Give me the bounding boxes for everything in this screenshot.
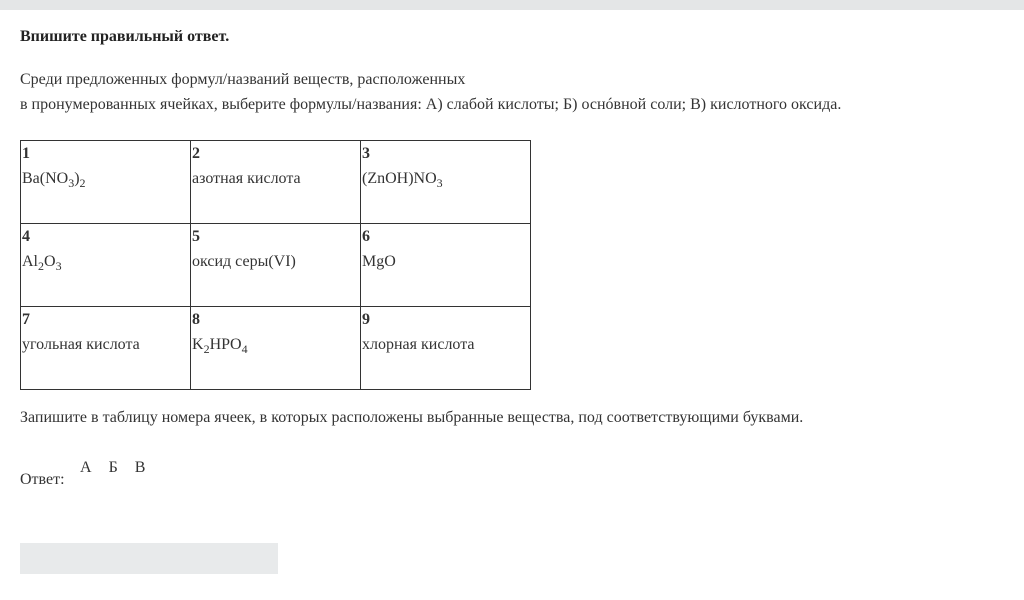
answer-input[interactable] [20,543,278,574]
subscript: 2 [38,259,44,273]
cell-substance: оксид серы(VI) [192,253,296,270]
cell-5 [191,224,361,307]
cell-substance: азотная кислота [192,170,301,187]
cell-2 [191,141,361,224]
cell-8 [191,307,361,390]
cell-1 [21,141,191,224]
answer-letters [80,459,145,477]
cell-substance: угольная кислота [22,336,140,353]
top-bar [0,0,1024,10]
answer-instruction: Запишите в таблицу номера ячеек, в которых расположены выбранные вещества, под соответствующими буквами. [20,409,804,426]
question-line-2: в пронумерованных ячейках, выберите формулы/названия: А) слабой кислоты; Б) оснóвной соли; В) кислотного оксида. [20,96,842,113]
cell-substance: $Ba(NO_3)_2$ [22,170,86,190]
cell-number: 2 [192,145,200,162]
subscript: 3 [55,259,62,273]
cell-substance: $K_2HPO_4$ [192,336,248,356]
cell-number: 7 [22,311,30,328]
cell-substance: $Al_2O_3$ [22,253,62,273]
subscript: 2 [79,176,86,190]
cell-number: 3 [362,145,370,162]
letter-a: А [80,459,92,476]
letter-v: В [134,459,146,476]
question-line-1: Среди предложенных формул/названий веществ, расположенных [20,71,466,88]
cell-number: 1 [22,145,30,162]
cell-number: 4 [22,228,30,245]
subscript: 4 [241,342,248,356]
answer-label: Ответ: [20,471,65,488]
cell-number: 8 [192,311,200,328]
cell-3 [361,141,531,224]
letter-b: Б [108,459,118,476]
cell-substance: $(ZnOH)NO_3$ [362,170,443,190]
cell-substance: MgO [362,253,396,270]
substances-table [20,140,531,390]
cell-7 [21,307,191,390]
cell-9 [361,307,531,390]
cell-number: 5 [192,228,200,245]
instruction-title: Впишите правильный ответ. [20,28,230,45]
question-text [20,67,841,117]
subscript: 3 [436,176,443,190]
cell-number: 9 [362,311,370,328]
cell-substance: хлорная кислота [362,336,475,353]
subscript: 2 [203,342,210,356]
cell-4 [21,224,191,307]
subscript: 3 [68,176,75,190]
cell-number: 6 [362,228,370,245]
cell-6 [361,224,531,307]
